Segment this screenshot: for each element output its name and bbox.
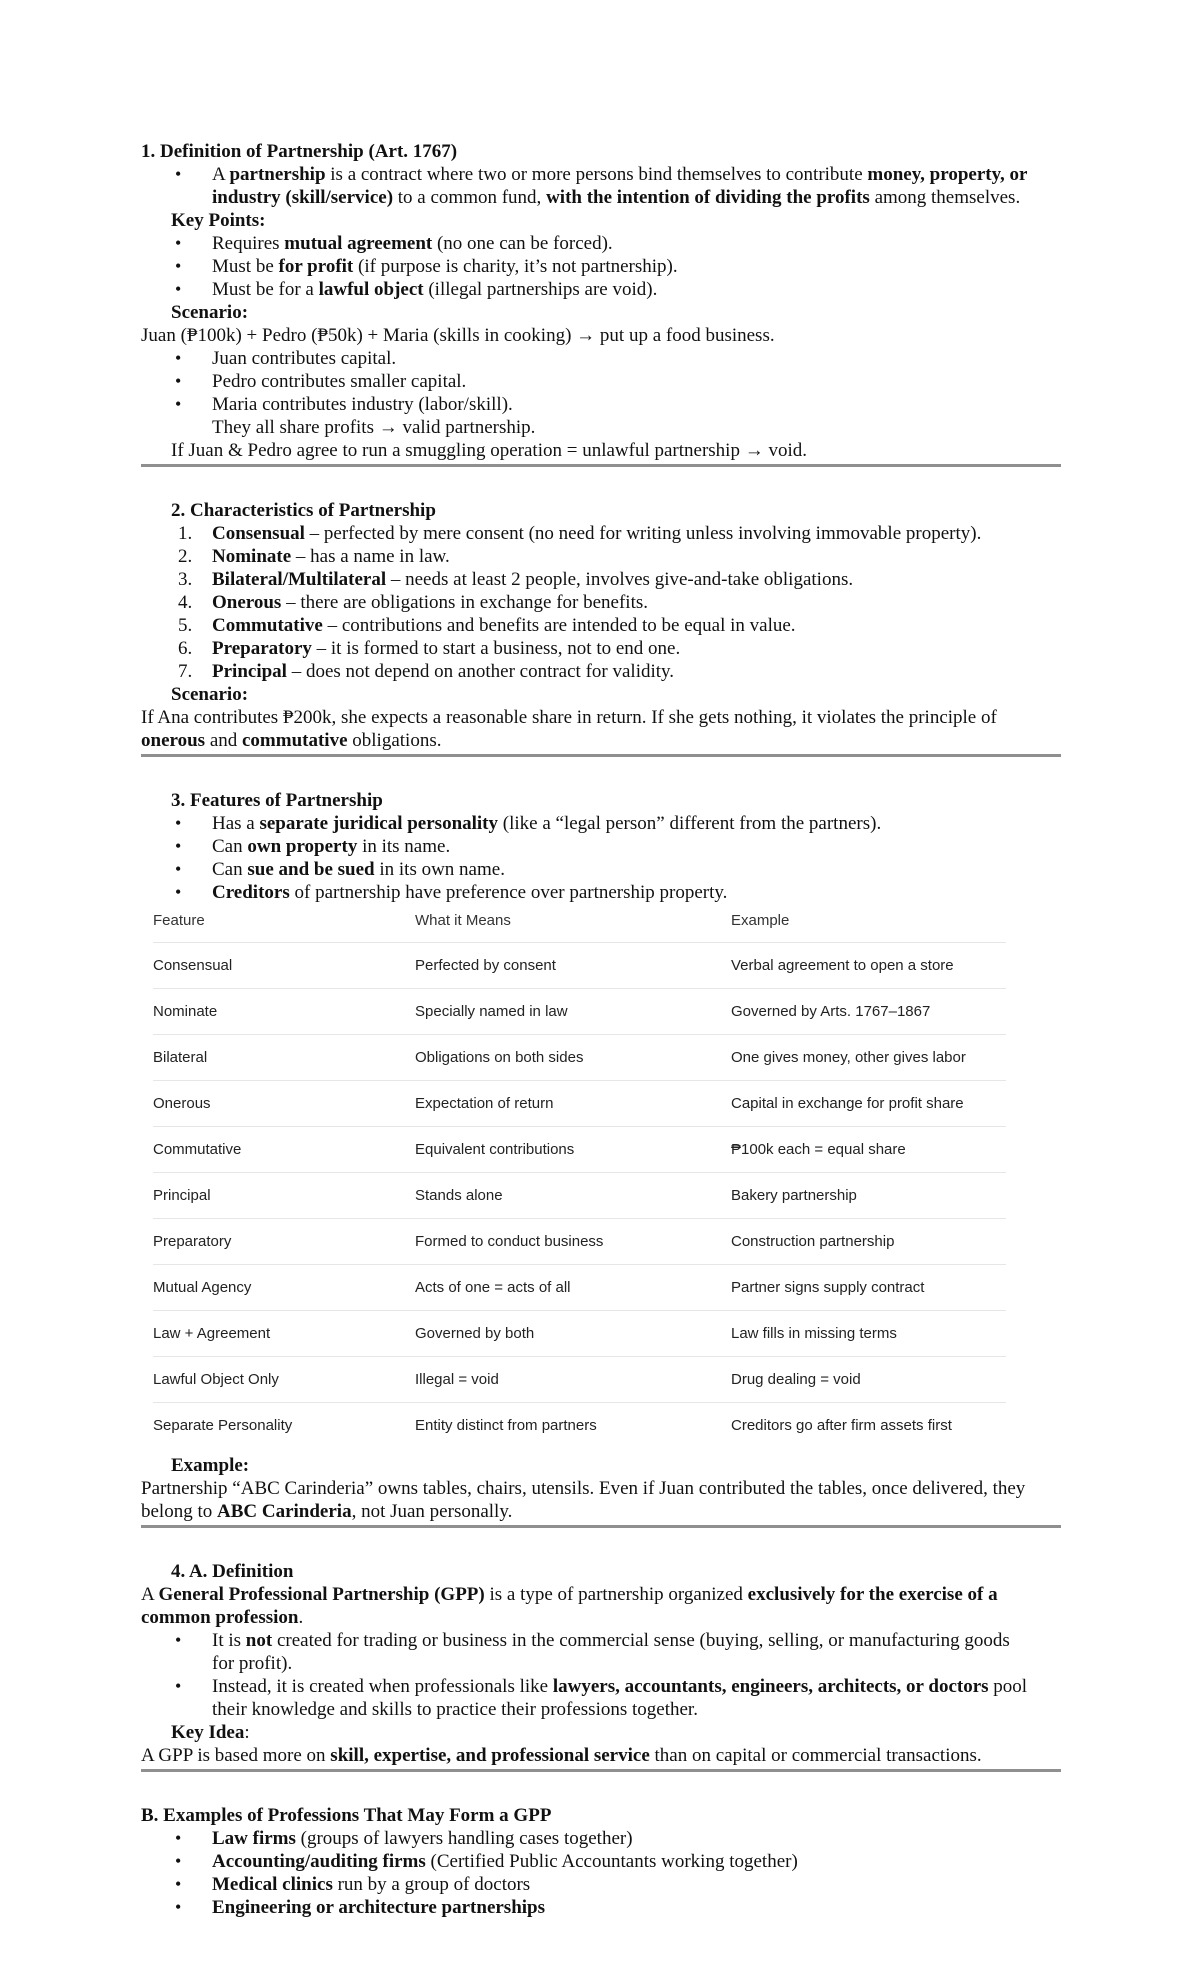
table-cell: Preparatory bbox=[153, 1233, 232, 1250]
list-item: 5. Commutative – contributions and benefits are intended to be equal in value. bbox=[178, 615, 796, 636]
table-header-cell: Feature bbox=[153, 912, 205, 929]
list-item: • Accounting/auditing firms (Certified Public Accountants working together) bbox=[175, 1851, 798, 1872]
table-cell: Law fills in missing terms bbox=[731, 1325, 897, 1342]
table-cell: Stands alone bbox=[415, 1187, 503, 1204]
table-cell: Separate Personality bbox=[153, 1417, 293, 1434]
feature-item: • Creditors of partnership have preference over partnership property. bbox=[175, 882, 728, 903]
table-cell: Governed by Arts. 1767–1867 bbox=[731, 1003, 931, 1020]
list-item: 7. Principal – does not depend on another contract for validity. bbox=[178, 661, 675, 682]
table-row bbox=[153, 1265, 1006, 1311]
table-row bbox=[153, 943, 1006, 989]
scenario-line: Juan (₱100k) + Pedro (₱50k) + Maria (skills in cooking) → put up a food business. bbox=[141, 325, 775, 346]
table-cell: Verbal agreement to open a store bbox=[731, 957, 954, 974]
key-point-2: • Must be for profit (if purpose is charity, it’s not partnership). bbox=[175, 256, 678, 277]
table-row bbox=[153, 1081, 1006, 1127]
key-point-3: • Must be for a lawful object (illegal partnerships are void). bbox=[175, 279, 658, 300]
table-cell: Illegal = void bbox=[415, 1371, 499, 1388]
table-cell: Drug dealing = void bbox=[731, 1371, 861, 1388]
table-cell: Partner signs supply contract bbox=[731, 1279, 925, 1296]
table-cell: Principal bbox=[153, 1187, 211, 1204]
table-row bbox=[153, 1173, 1006, 1219]
table-cell: Mutual Agency bbox=[153, 1279, 252, 1296]
gpp-bullet: • It is not created for trading or business in the commercial sense (buying, selling, or manufacturing goods for profit). bbox=[175, 1630, 1010, 1674]
table-cell: Entity distinct from partners bbox=[415, 1417, 597, 1434]
table-cell: Formed to conduct business bbox=[415, 1233, 604, 1250]
feature-item: • Has a separate juridical personality (like a “legal person” different from the partners). bbox=[175, 813, 882, 834]
table-row bbox=[153, 1127, 1006, 1173]
table-cell: Onerous bbox=[153, 1095, 211, 1112]
section-2-title: 2. Characteristics of Partnership bbox=[171, 500, 436, 521]
list-item: • Engineering or architecture partnerships bbox=[175, 1897, 546, 1918]
document-page bbox=[141, 140, 1061, 1919]
table-cell: Law + Agreement bbox=[153, 1325, 271, 1342]
section-1-title: 1. Definition of Partnership (Art. 1767) bbox=[141, 141, 458, 162]
table-cell: Capital in exchange for profit share bbox=[731, 1095, 964, 1112]
table-row bbox=[153, 1357, 1006, 1403]
table-cell: Commutative bbox=[153, 1141, 242, 1158]
scenario-conclusion: They all share profits → valid partnership. bbox=[212, 417, 536, 438]
table-cell: Perfected by consent bbox=[415, 957, 556, 974]
table-header-cell: What it Means bbox=[415, 912, 511, 929]
table-cell: Obligations on both sides bbox=[415, 1049, 584, 1066]
features-table bbox=[153, 908, 1006, 1448]
scenario-item: • Juan contributes capital. bbox=[175, 348, 397, 369]
list-item: 3. Bilateral/Multilateral – needs at least 2 people, involves give-and-take obligations. bbox=[178, 569, 854, 590]
example-label: Example: bbox=[171, 1455, 250, 1476]
gpp-definition: A General Professional Partnership (GPP) is a type of partnership organized exclusively for the exercise of a bbox=[141, 1584, 998, 1605]
table-cell: Creditors go after firm assets first bbox=[731, 1417, 952, 1434]
list-item: • Medical clinics run by a group of doctors bbox=[175, 1874, 531, 1895]
table-row bbox=[153, 1311, 1006, 1357]
section-4-title: 4. A. Definition bbox=[171, 1561, 294, 1582]
table-cell: ₱100k each = equal share bbox=[731, 1141, 906, 1158]
table-cell: Consensual bbox=[153, 957, 233, 974]
definition-bullet: • A partnership is a contract where two or more persons bind themselves to contribute money, property, or industry (skill/service) to a common fund, with the intention of dividing the profits among themselves. bbox=[175, 164, 1028, 208]
example-text: Partnership “ABC Carinderia” owns tables, chairs, utensils. Even if Juan contributed the tables, once delivered, they bbox=[141, 1478, 1026, 1499]
table-row bbox=[153, 1219, 1006, 1265]
table-row bbox=[153, 989, 1006, 1035]
table-row bbox=[153, 1403, 1006, 1448]
key-idea-label: Key Idea: bbox=[171, 1722, 250, 1743]
list-item: 2. Nominate – has a name in law. bbox=[178, 546, 450, 567]
table-cell: Bakery partnership bbox=[731, 1187, 857, 1204]
scenario-label: Scenario: bbox=[171, 302, 249, 323]
gpp-bullet: • Instead, it is created when professionals like lawyers, accountants, engineers, architects, or doctors pool their knowledge and skills to practice their professions together. bbox=[175, 1676, 1028, 1720]
table-cell: Construction partnership bbox=[731, 1233, 895, 1250]
characteristics-list bbox=[141, 522, 1061, 683]
key-points-label: Key Points: bbox=[171, 210, 266, 231]
key-idea-text: A GPP is based more on skill, expertise, and professional service than on capital or commercial transactions. bbox=[141, 1745, 982, 1766]
list-item: • Law firms (groups of lawyers handling cases together) bbox=[175, 1828, 633, 1849]
table-cell: Acts of one = acts of all bbox=[415, 1279, 571, 1296]
scenario-text: If Ana contributes ₱200k, she expects a reasonable share in return. If she gets nothing, it violates the principle of bbox=[141, 707, 997, 728]
table-cell: Governed by both bbox=[415, 1325, 535, 1342]
table-cell: Specially named in law bbox=[415, 1003, 568, 1020]
table-cell: Nominate bbox=[153, 1003, 218, 1020]
list-item: 4. Onerous – there are obligations in exchange for benefits. bbox=[178, 592, 649, 613]
section-3-title: 3. Features of Partnership bbox=[171, 790, 383, 811]
table-cell: Expectation of return bbox=[415, 1095, 554, 1112]
table-row bbox=[153, 1035, 1006, 1081]
gpp-definition: common profession. bbox=[141, 1607, 304, 1628]
section-5-title: B. Examples of Professions That May Form a GPP bbox=[141, 1805, 552, 1826]
scenario-item: • Pedro contributes smaller capital. bbox=[175, 371, 467, 392]
scenario-item: • Maria contributes industry (labor/skill). bbox=[175, 394, 513, 415]
list-item: 1. Consensual – perfected by mere consent (no need for writing unless involving immovable property). bbox=[178, 523, 982, 544]
scenario-unlawful: If Juan & Pedro agree to run a smuggling operation = unlawful partnership → void. bbox=[171, 440, 807, 461]
feature-item: • Can own property in its name. bbox=[175, 836, 451, 857]
list-item: 6. Preparatory – it is formed to start a business, not to end one. bbox=[178, 638, 681, 659]
table-header-row bbox=[153, 908, 1006, 943]
key-point-1: • Requires mutual agreement (no one can be forced). bbox=[175, 233, 613, 254]
table-cell: One gives money, other gives labor bbox=[731, 1049, 966, 1066]
feature-item: • Can sue and be sued in its own name. bbox=[175, 859, 505, 880]
scenario-text: onerous and commutative obligations. bbox=[141, 730, 442, 751]
table-cell: Equivalent contributions bbox=[415, 1141, 575, 1158]
table-cell: Bilateral bbox=[153, 1049, 208, 1066]
table-header-cell: Example bbox=[731, 912, 790, 929]
example-text: belong to ABC Carinderia, not Juan personally. bbox=[141, 1501, 513, 1522]
table-cell: Lawful Object Only bbox=[153, 1371, 279, 1388]
scenario-label: Scenario: bbox=[171, 684, 249, 705]
